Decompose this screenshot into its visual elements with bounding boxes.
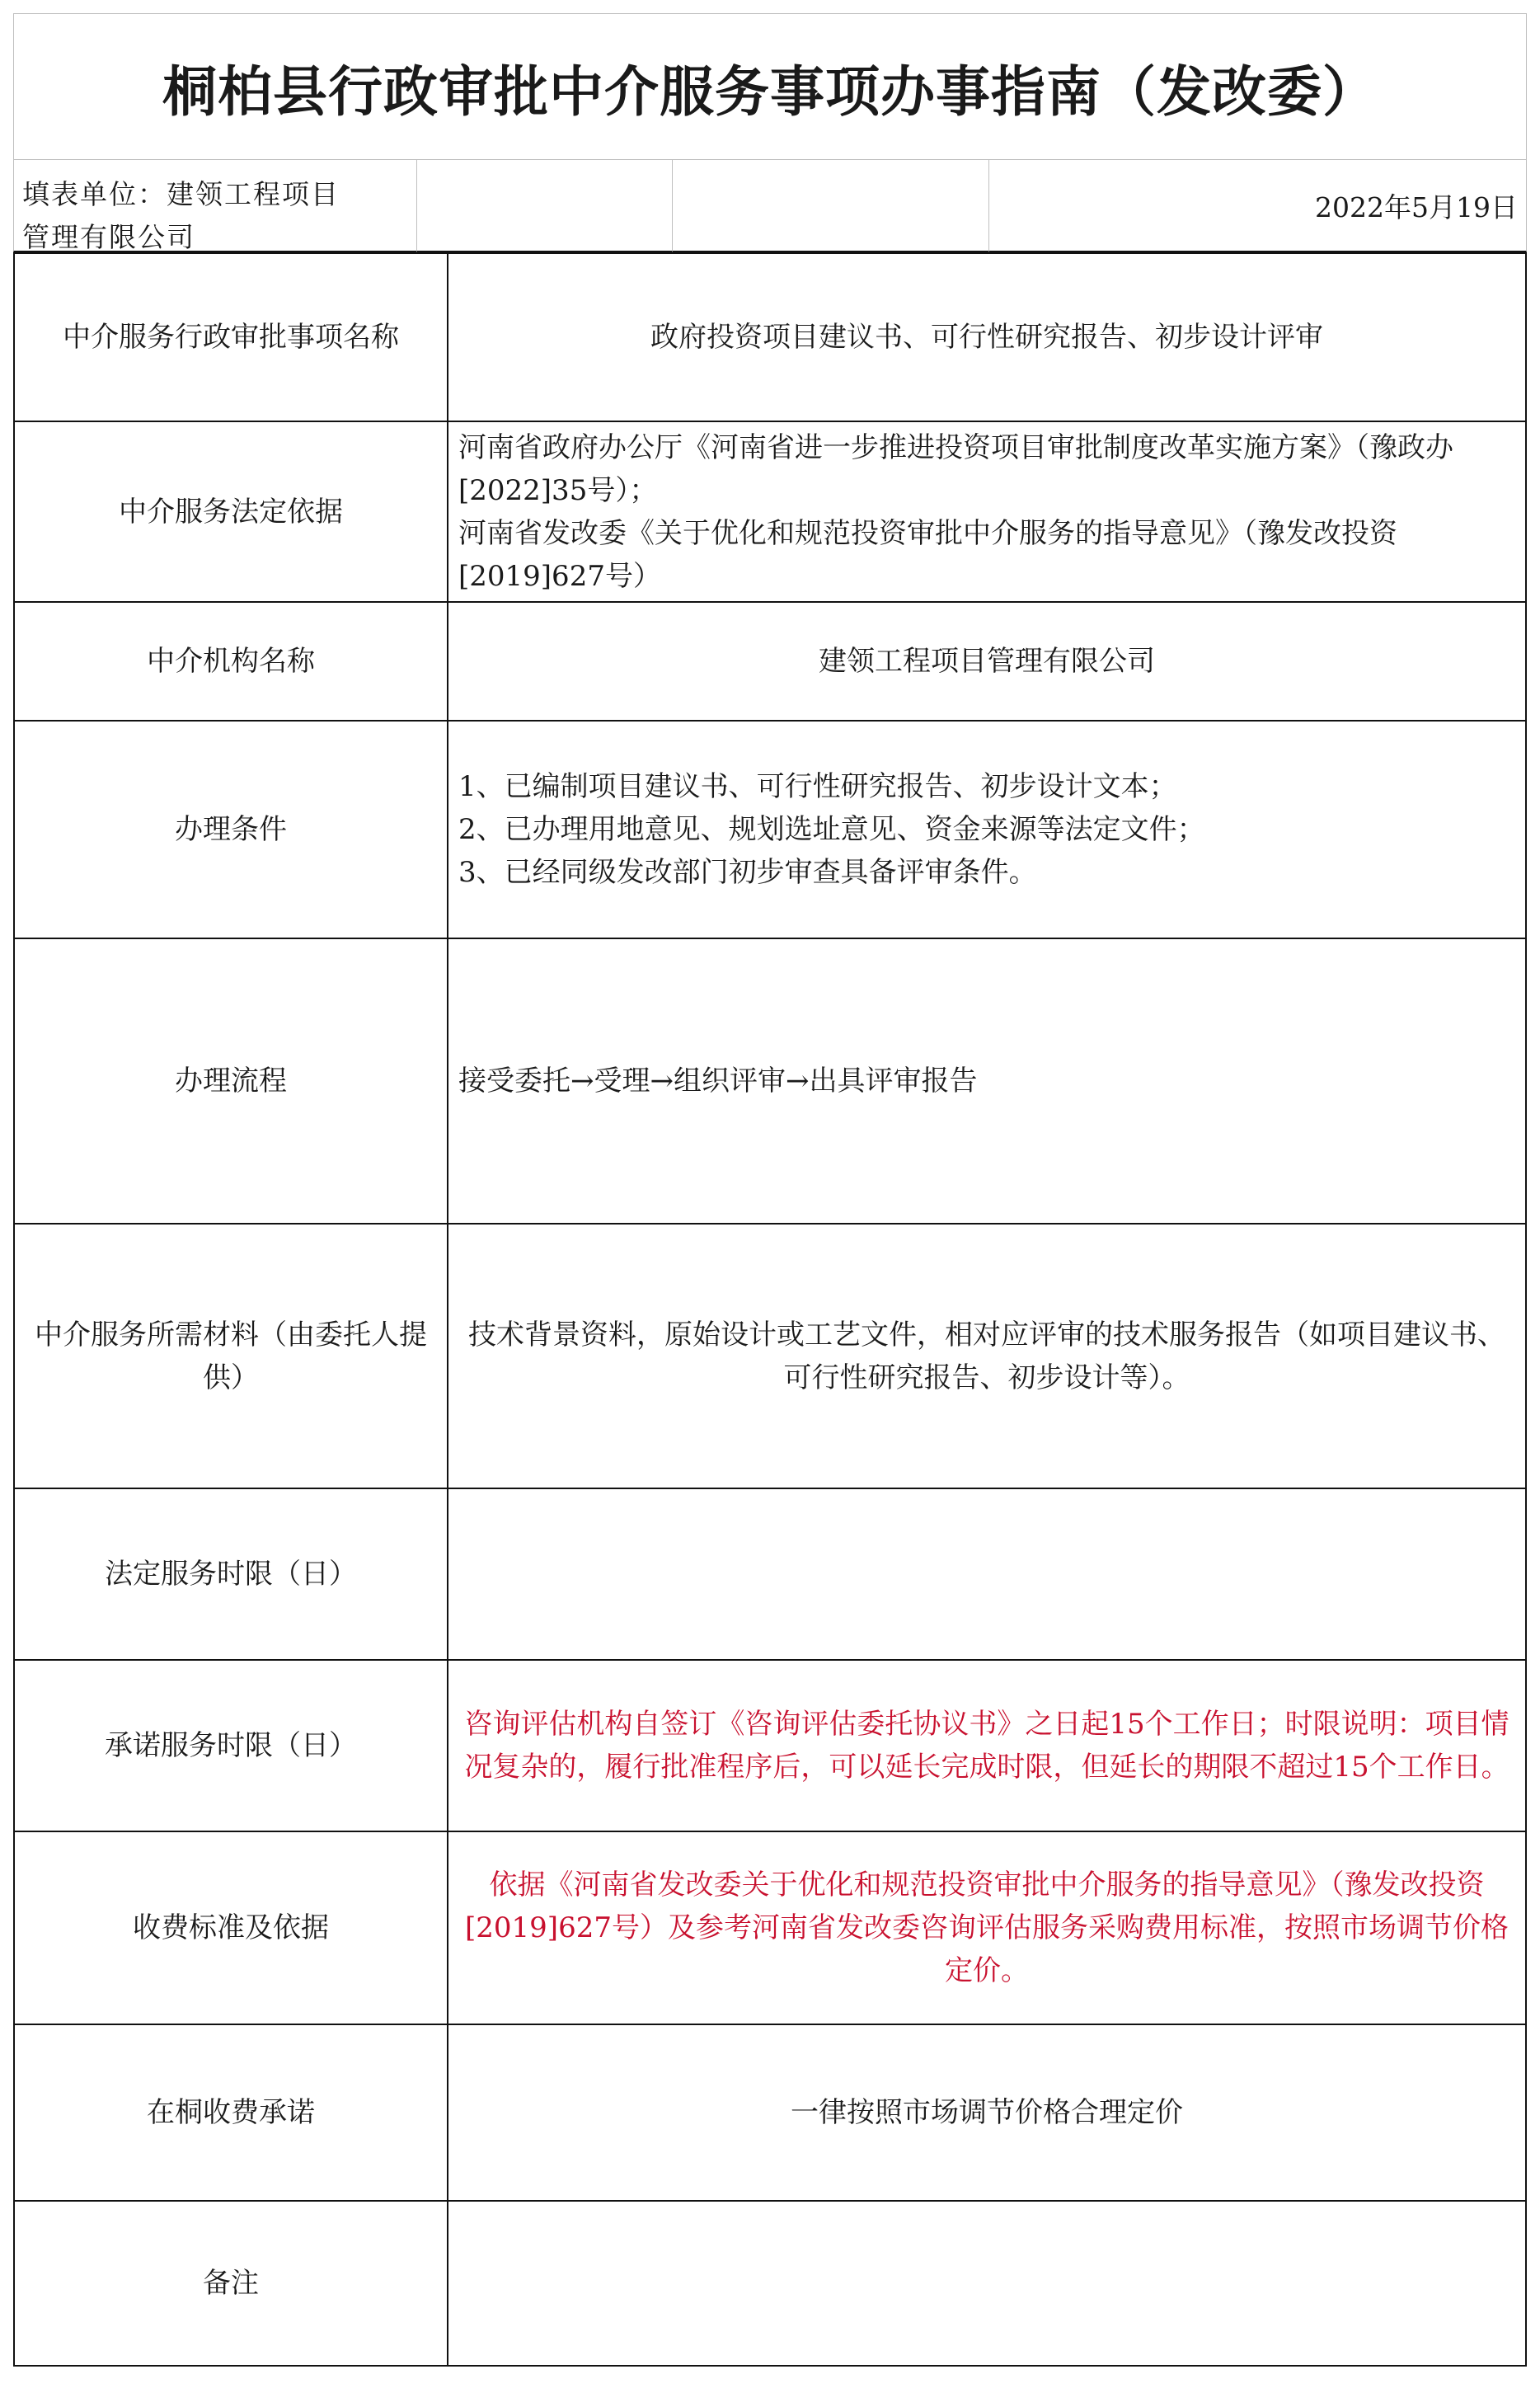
filing-unit-cell xyxy=(13,160,417,252)
document-title: 桐柏县行政审批中介服务事项办事指南（发改委） xyxy=(162,59,1378,124)
row-value xyxy=(448,1488,1526,1660)
header-empty-cell-1 xyxy=(417,160,673,252)
row-label: 办理条件 xyxy=(14,721,448,938)
row-value: 依据《河南省发改委关于优化和规范投资审批中介服务的指导意见》（豫发改投资[2019]627号）及参考河南省发改委咨询评估服务采购费用标准，按照市场调节价格定价。 xyxy=(448,1831,1526,2024)
row-label: 中介服务所需材料（由委托人提供） xyxy=(14,1224,448,1488)
row-value xyxy=(448,421,1526,602)
title-cell xyxy=(13,13,1527,160)
row-label: 收费标准及依据 xyxy=(14,1831,448,2024)
row-value: 一律按照市场调节价格合理定价 xyxy=(448,2024,1526,2201)
header-empty-cell-2 xyxy=(673,160,989,252)
row-label: 中介机构名称 xyxy=(14,602,448,721)
table-row xyxy=(14,1224,1526,1488)
table-row xyxy=(14,2201,1526,2366)
filing-unit-line1: 填表单位：建领工程项目 xyxy=(22,178,340,210)
fill-date: 2022年5月19日 xyxy=(1315,190,1518,223)
row-value: 政府投资项目建议书、可行性研究报告、初步设计评审 xyxy=(448,253,1526,421)
table-row xyxy=(14,421,1526,602)
legal-basis-line: 河南省政府办公厅《河南省进一步推进投资项目审批制度改革实施方案》（豫政办[2022]35号）； xyxy=(458,430,1453,507)
date-cell xyxy=(989,160,1527,252)
row-label: 备注 xyxy=(14,2201,448,2366)
row-value: 技术背景资料，原始设计或工艺文件，相对应评审的技术服务报告（如项目建议书、可行性研究报告、初步设计等）。 xyxy=(448,1224,1526,1488)
row-value xyxy=(448,721,1526,938)
legal-basis-line: 河南省发改委《关于优化和规范投资审批中介服务的指导意见》（豫发改投资[2019]627号） xyxy=(458,516,1397,593)
row-label: 法定服务时限（日） xyxy=(14,1488,448,1660)
table-row xyxy=(14,2024,1526,2201)
filing-unit-line2: 管理有限公司 xyxy=(22,221,195,253)
row-label: 在桐收费承诺 xyxy=(14,2024,448,2201)
table-row xyxy=(14,721,1526,938)
table-row xyxy=(14,602,1526,721)
row-label: 办理流程 xyxy=(14,938,448,1224)
condition-item: 3、已经同级发改部门初步审查具备评审条件。 xyxy=(458,856,1037,889)
row-value: 建领工程项目管理有限公司 xyxy=(448,602,1526,721)
row-value xyxy=(448,2201,1526,2366)
table-row xyxy=(14,1660,1526,1831)
condition-item: 2、已办理用地意见、规划选址意见、资金来源等法定文件； xyxy=(458,813,1205,846)
table-row xyxy=(14,253,1526,421)
row-label: 中介服务行政审批事项名称 xyxy=(14,253,448,421)
condition-item: 1、已编制项目建议书、可行性研究报告、初步设计文本； xyxy=(458,770,1177,803)
row-label: 中介服务法定依据 xyxy=(14,421,448,602)
table-row xyxy=(14,1488,1526,1660)
table-row xyxy=(14,938,1526,1224)
table-row xyxy=(14,1831,1526,2024)
row-value: 咨询评估机构自签订《咨询评估委托协议书》之日起15个工作日；时限说明：项目情况复杂的，履行批准程序后，可以延长完成时限，但延长的期限不超过15个工作日。 xyxy=(448,1660,1526,1831)
row-label: 承诺服务时限（日） xyxy=(14,1660,448,1831)
row-value: 接受委托→受理→组织评审→出具评审报告 xyxy=(448,938,1526,1224)
guide-table xyxy=(13,252,1527,2367)
